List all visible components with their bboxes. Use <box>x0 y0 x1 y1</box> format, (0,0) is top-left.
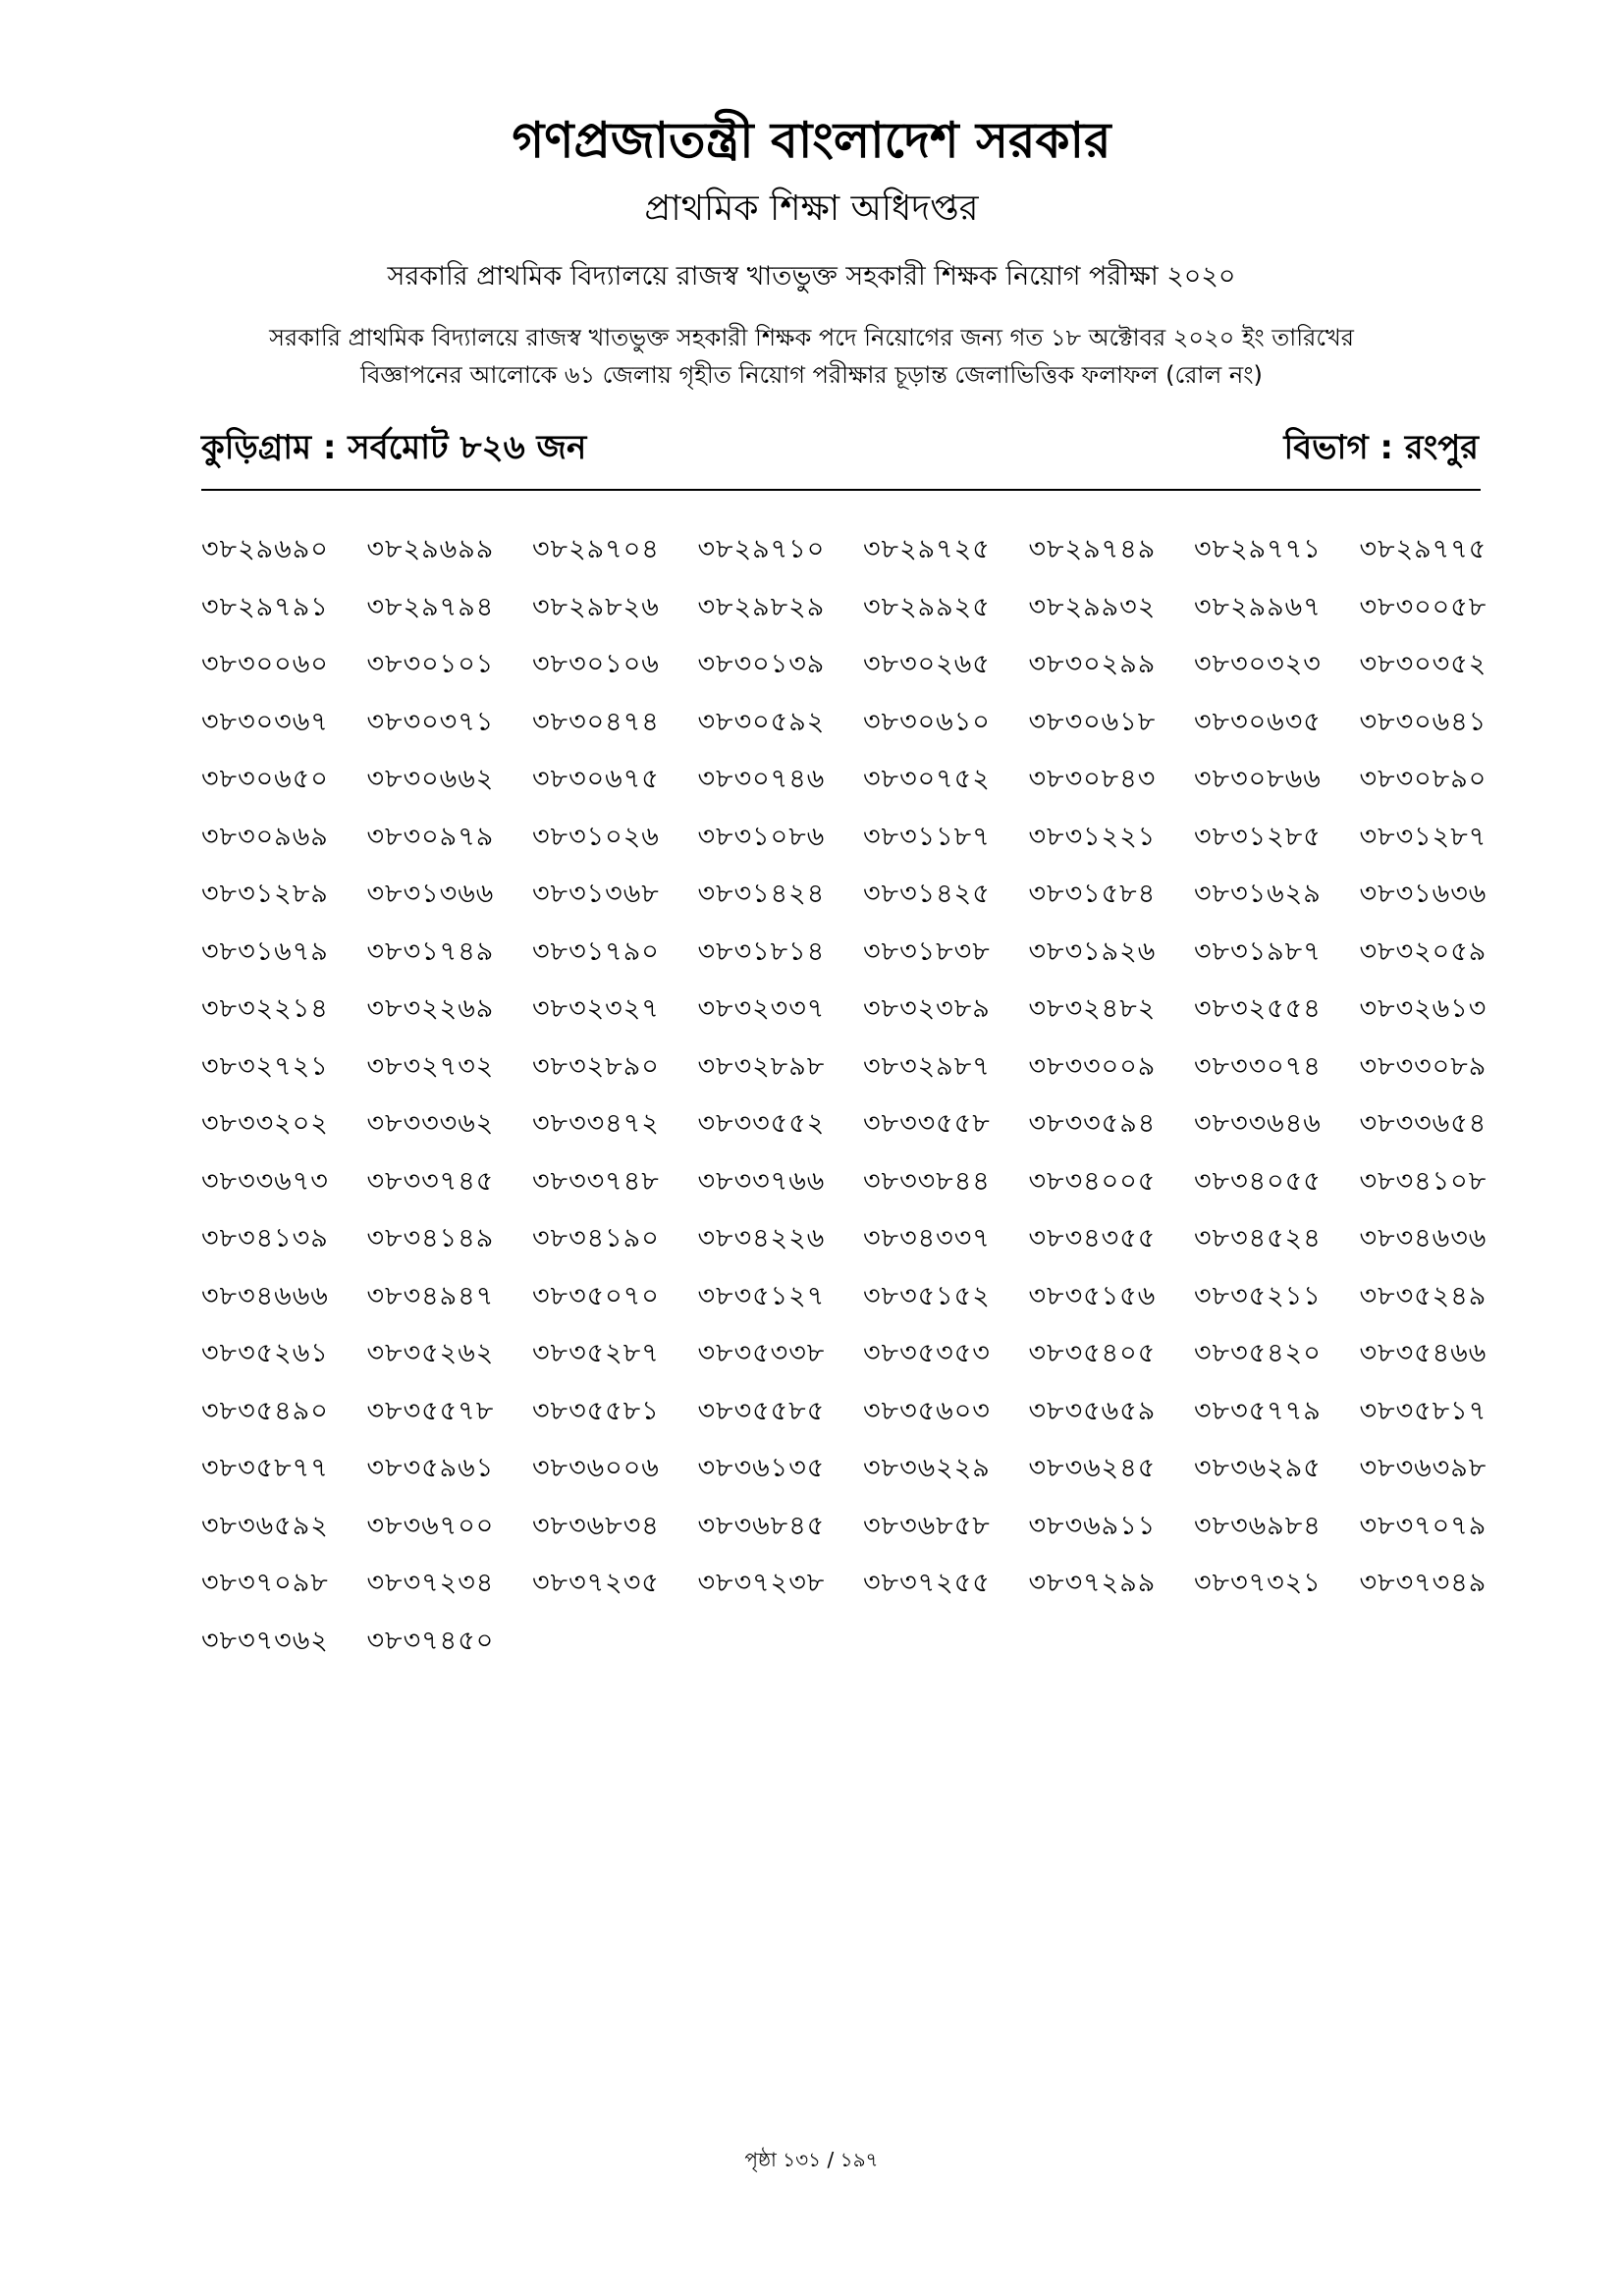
roll-number: ৩৮৩৫২৬১ <box>201 1338 329 1368</box>
roll-number: ৩৮৩৫৩৩৮ <box>697 1338 826 1368</box>
roll-number: ৩৮৩৩৭৬৬ <box>697 1165 826 1197</box>
roll-number: ৩৮৩১৯২৬ <box>1028 935 1157 967</box>
roll-number: ৩৮২৯৯২৫ <box>863 591 991 622</box>
roll-number: ৩৮৩৫১৫২ <box>863 1280 991 1311</box>
roll-number: ৩৮৩২২৬৯ <box>366 993 495 1024</box>
roll-number: ৩৮২৯৭৯১ <box>201 591 329 622</box>
roll-number: ৩৮৩০৩৫২ <box>1359 649 1488 679</box>
roll-number: ৩৮৩৩৫৯৪ <box>1028 1108 1157 1139</box>
roll-number: ৩৮৩৫৯৬১ <box>366 1453 495 1483</box>
roll-number: ৩৮৩২৮৯৮ <box>697 1050 826 1082</box>
roll-number: ৩৮৩১৬২৯ <box>1194 879 1322 909</box>
roll-number: ৩৮৩৭২৩৮ <box>697 1568 826 1598</box>
roll-number: ৩৮৩০৬১০ <box>863 706 991 737</box>
roll-number: ৩৮৩২৯৮৭ <box>863 1050 991 1082</box>
roll-number: ৩৮২৯৭৭৫ <box>1359 534 1488 564</box>
roll-number: ৩৮৩৭০৯৮ <box>201 1568 329 1598</box>
roll-number: ৩৮৩৫৪৯০ <box>201 1395 329 1426</box>
roll-number: ৩৮৩৩৮৪৪ <box>863 1165 991 1197</box>
roll-number: ৩৮৩০৬১৮ <box>1028 706 1157 737</box>
roll-number: ৩৮৩৪১৩৯ <box>201 1223 329 1254</box>
roll-number: ৩৮৩২৫৫৪ <box>1194 993 1322 1024</box>
roll-number: ৩৮৩৩৭৪৫ <box>366 1165 495 1197</box>
roll-number: ৩৮৩৬৮৫৮ <box>863 1510 991 1541</box>
roll-number: ৩৮৩৫৪০৫ <box>1028 1338 1157 1368</box>
roll-number: ৩৮৩১৩৬৬ <box>366 879 495 909</box>
roll-number: ৩৮৩১৮১৪ <box>697 935 826 967</box>
roll-number: ৩৮৩৪১০৮ <box>1359 1165 1488 1197</box>
department-name: প্রাথমিক শিক্ষা অধিদপ্তর <box>644 188 979 229</box>
roll-number: ৩৮৩৭০৭৯ <box>1359 1510 1488 1541</box>
roll-number: ৩৮৩৭৩৬২ <box>201 1625 329 1656</box>
roll-number: ৩৮২৯৭৪৯ <box>1028 534 1157 564</box>
roll-number: ৩৮৩৬২৯৫ <box>1194 1453 1322 1483</box>
roll-number: ৩৮৩৫৫৮১ <box>532 1395 660 1426</box>
roll-number: ৩৮৩৭২৩৫ <box>532 1568 660 1598</box>
roll-number: ৩৮৩৬৯১১ <box>1028 1510 1157 1541</box>
roll-number: ৩৮৩০৩৭১ <box>366 706 495 737</box>
roll-number: ৩৮৩৬৩৯৮ <box>1359 1453 1488 1483</box>
roll-number: ৩৮৩০৩২৩ <box>1194 649 1322 679</box>
roll-number: ৩৮৩৭৩৪৯ <box>1359 1568 1488 1598</box>
roll-number: ৩৮৩৪১৯০ <box>532 1223 660 1254</box>
roll-number: ৩৮৩২৭২১ <box>201 1050 329 1082</box>
roll-number: ৩৮৩৫৪২০ <box>1194 1338 1322 1368</box>
roll-number: ৩৮৩৪৩৩৭ <box>863 1223 991 1254</box>
roll-number: ৩৮৩০৬৪১ <box>1359 706 1488 737</box>
roll-number: ৩৮২৯৭৯৪ <box>366 591 495 622</box>
roll-number: ৩৮৩৭২৯৯ <box>1028 1568 1157 1598</box>
roll-number: ৩৮৩৫২৪৯ <box>1359 1280 1488 1311</box>
roll-number: ৩৮৩৩০৭৪ <box>1194 1050 1322 1082</box>
roll-number: ৩৮২৯৬৯৯ <box>366 534 495 564</box>
roll-number: ৩৮৩৭২৫৫ <box>863 1568 991 1598</box>
roll-number: ৩৮৩০৬৭৫ <box>532 764 660 794</box>
roll-number: ৩৮৩১০২৬ <box>532 821 660 852</box>
roll-number: ৩৮৩২৩৮৯ <box>863 993 991 1024</box>
page-number: পৃষ্ঠা ১৩১ / ১৯৭ <box>744 2148 879 2171</box>
roll-number: ৩৮৩৫১২৭ <box>697 1280 826 1311</box>
roll-number: ৩৮৩৬২২৯ <box>863 1453 991 1483</box>
district-total: কুড়িগ্রাম : সর্বমোট ৮২৬ জন <box>201 428 587 467</box>
roll-number: ৩৮৩৫৮১৭ <box>1359 1395 1488 1426</box>
roll-number: ৩৮৩০৬৫০ <box>201 764 329 794</box>
roll-number: ৩৮৩৪২২৬ <box>697 1223 826 1254</box>
roll-number: ৩৮৩৬৮৩৪ <box>532 1510 660 1541</box>
roll-number: ৩৮২৯৯৬৭ <box>1194 591 1322 622</box>
roll-number: ৩৮৩১৪২৫ <box>863 879 991 909</box>
roll-number: ৩৮৩৭২৩৪ <box>366 1568 495 1598</box>
roll-number: ৩৮৩১৩৬৮ <box>532 879 660 909</box>
roll-number: ৩৮৩০৮৪৩ <box>1028 764 1157 794</box>
roll-number: ৩৮৩০১০১ <box>366 649 495 679</box>
roll-number: ৩৮৩১৬৭৯ <box>201 935 329 967</box>
roll-number: ৩৮৩৩৬৫৪ <box>1359 1108 1488 1139</box>
roll-number: ৩৮২৯৮২৯ <box>697 591 826 622</box>
roll-number: ৩৮৩৪৫২৪ <box>1194 1223 1322 1254</box>
roll-number: ৩৮৩০৭৪৬ <box>697 764 826 794</box>
roll-number: ৩৮৩২২১৪ <box>201 993 329 1024</box>
roll-number: ৩৮৩১৪২৪ <box>697 879 826 909</box>
roll-number: ৩৮৩১৭৯০ <box>532 935 660 967</box>
roll-number: ৩৮৩২০৫৯ <box>1359 935 1488 967</box>
roll-number: ৩৮৩০১৩৯ <box>697 649 826 679</box>
roll-number: ৩৮৩১৫৮৪ <box>1028 879 1157 909</box>
roll-number: ৩৮৩৩০৮৯ <box>1359 1050 1488 1082</box>
roll-number: ৩৮৩০২৬৫ <box>863 649 991 679</box>
roll-number: ৩৮৩৬০০৬ <box>532 1453 660 1483</box>
roll-number: ৩৮৩৩০০৯ <box>1028 1050 1157 1082</box>
roll-number: ৩৮৩০৮৬৬ <box>1194 764 1322 794</box>
notice-text <box>0 319 1623 394</box>
roll-number: ৩৮৩৫৫৮৫ <box>697 1395 826 1426</box>
roll-number: ৩৮২৯৭১০ <box>697 534 826 564</box>
roll-number: ৩৮৩২৩৩৭ <box>697 993 826 1024</box>
roll-number: ৩৮৩৫২৬২ <box>366 1338 495 1368</box>
roll-number: ৩৮৩৫০৭০ <box>532 1280 660 1311</box>
roll-number: ৩৮২৯৭৭১ <box>1194 534 1322 564</box>
roll-number: ৩৮৩৬৮৪৫ <box>697 1510 826 1541</box>
roll-number: ৩৮৩৪০৫৫ <box>1194 1165 1322 1197</box>
roll-number: ৩৮৩৪৬৩৬ <box>1359 1223 1488 1254</box>
roll-number: ৩৮৩০০৫৮ <box>1359 591 1488 622</box>
roll-number: ৩৮২৯৮২৬ <box>532 591 660 622</box>
roll-number: ৩৮৩৩৪৭২ <box>532 1108 660 1139</box>
roll-number: ৩৮৩১২২১ <box>1028 821 1157 852</box>
roll-number: ৩৮৩৭৪৫০ <box>366 1625 495 1656</box>
division-name: বিভাগ : রংপুর <box>1283 428 1479 467</box>
roll-number: ৩৮৩৪৬৬৬ <box>201 1280 329 1311</box>
roll-number: ৩৮৩৭৩২১ <box>1194 1568 1322 1598</box>
roll-number: ৩৮৩০৯৭৯ <box>366 821 495 852</box>
roll-number: ৩৮৩১৬৩৬ <box>1359 879 1488 909</box>
roll-number: ৩৮২৯৯৩২ <box>1028 591 1157 622</box>
notice-line: বিজ্ঞাপনের আলোকে ৬১ জেলায় গৃহীত নিয়োগ পরীক্ষার চূড়ান্ত জেলাভিত্তিক ফলাফল (রোল নং) <box>360 361 1263 389</box>
roll-number: ৩৮৩৫৬৫৯ <box>1028 1395 1157 1426</box>
roll-number: ৩৮৩৫২৮৭ <box>532 1338 660 1368</box>
roll-number: ৩৮৩০১০৬ <box>532 649 660 679</box>
roll-number: ৩৮২৯৬৯০ <box>201 534 329 564</box>
notice-line: সরকারি প্রাথমিক বিদ্যালয়ে রাজস্ব খাতভুক্ত সহকারী শিক্ষক পদে নিয়োগের জন্য গত ১৮ অক্টোবর ২০২০ ইং তারিখের <box>269 324 1354 351</box>
roll-number: ৩৮৩২৪৮২ <box>1028 993 1157 1024</box>
roll-number: ৩৮৩৩৩৬২ <box>366 1108 495 1139</box>
roll-number: ৩৮৩১৯৮৭ <box>1194 935 1322 967</box>
roll-number: ৩৮৩০৬৬২ <box>366 764 495 794</box>
roll-number: ৩৮৩৪৩৫৫ <box>1028 1223 1157 1254</box>
roll-number: ৩৮৩২৬১৩ <box>1359 993 1488 1024</box>
roll-number: ৩৮৩০৪৭৪ <box>532 706 660 737</box>
roll-number: ৩৮৩০৭৫২ <box>863 764 991 794</box>
roll-number: ৩৮৩০৮৯০ <box>1359 764 1488 794</box>
roll-number: ৩৮৩৪০০৫ <box>1028 1165 1157 1197</box>
roll-number: ৩৮৩৩৬৪৬ <box>1194 1108 1322 1139</box>
roll-number: ৩৮৩১২৮৫ <box>1194 821 1322 852</box>
roll-number: ৩৮৩১০৮৬ <box>697 821 826 852</box>
roll-number: ৩৮৩৫৮৭৭ <box>201 1453 329 1483</box>
roll-number: ৩৮৩৬৭০০ <box>366 1510 495 1541</box>
roll-number: ৩৮৩০০৬০ <box>201 649 329 679</box>
roll-number: ৩৮৩৩৫৫৮ <box>863 1108 991 1139</box>
roll-number: ৩৮৩৫৪৬৬ <box>1359 1338 1488 1368</box>
roll-number: ৩৮৩২৩২৭ <box>532 993 660 1024</box>
roll-number: ৩৮৩৫৭৭৯ <box>1194 1395 1322 1426</box>
roll-number: ৩৮৩০২৯৯ <box>1028 649 1157 679</box>
roll-number: ৩৮২৯৭০৪ <box>532 534 660 564</box>
roll-number: ৩৮৩১১৮৭ <box>863 821 991 852</box>
roll-number: ৩৮৩১৭৪৯ <box>366 935 495 967</box>
roll-number: ৩৮৩৬৫৯২ <box>201 1510 329 1541</box>
roll-number: ৩৮৩৬১৩৫ <box>697 1453 826 1483</box>
roll-number: ৩৮৩২৮৯০ <box>532 1050 660 1082</box>
roll-number: ৩৮৩৪১৪৯ <box>366 1223 495 1254</box>
roll-number: ৩৮৩৬২৪৫ <box>1028 1453 1157 1483</box>
roll-number: ৩৮৩০৬৩৫ <box>1194 706 1322 737</box>
roll-number: ৩৮৩০৫৯২ <box>697 706 826 737</box>
roll-number: ৩৮৩০৯৬৯ <box>201 821 329 852</box>
roll-number: ৩৮৩৪৯৪৭ <box>366 1280 495 1311</box>
roll-number: ৩৮৩৩৭৪৮ <box>532 1165 660 1197</box>
roll-number: ৩৮৩৩৬৭৩ <box>201 1165 329 1197</box>
roll-number: ৩৮৩৫৫৭৮ <box>366 1395 495 1426</box>
roll-number: ৩৮৩৩৫৫২ <box>697 1108 826 1139</box>
roll-number: ৩৮২৯৭২৫ <box>863 534 991 564</box>
roll-number: ৩৮৩৬৯৮৪ <box>1194 1510 1322 1541</box>
roll-number: ৩৮৩১২৮৯ <box>201 879 329 909</box>
roll-number: ৩৮৩১২৮৭ <box>1359 821 1488 852</box>
header-divider <box>201 489 1481 491</box>
roll-number: ৩৮৩২৭৩২ <box>366 1050 495 1082</box>
roll-number: ৩৮৩৫১৫৬ <box>1028 1280 1157 1311</box>
page-title: গণপ্রজাতন্ত্রী বাংলাদেশ সরকার <box>512 112 1111 169</box>
roll-number: ৩৮৩০৩৬৭ <box>201 706 329 737</box>
roll-number: ৩৮৩৫২১১ <box>1194 1280 1322 1311</box>
roll-number: ৩৮৩৫৩৫৩ <box>863 1338 991 1368</box>
roll-number: ৩৮৩৩২০২ <box>201 1108 329 1139</box>
exam-name: সরকারি প্রাথমিক বিদ্যালয়ে রাজস্ব খাতভুক্ত সহকারী শিক্ষক নিয়োগ পরীক্ষা ২০২০ <box>387 261 1236 292</box>
roll-number: ৩৮৩১৮৩৮ <box>863 935 991 967</box>
roll-number: ৩৮৩৫৬০৩ <box>863 1395 991 1426</box>
